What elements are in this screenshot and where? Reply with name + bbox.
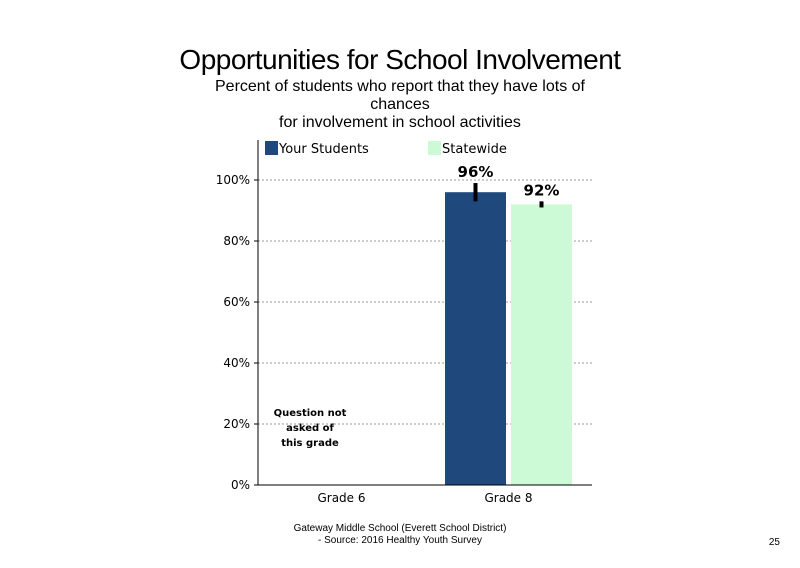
bar-statewide <box>511 204 572 485</box>
legend-swatch <box>428 141 441 155</box>
annotation-line: asked of <box>286 423 334 434</box>
chart-title: Opportunities for School Involvement <box>179 44 621 75</box>
y-tick-label: 40% <box>223 356 250 370</box>
x-category-label: Grade 6 <box>317 491 366 505</box>
x-category-label: Grade 8 <box>484 491 533 505</box>
subtitle-line-3: for involvement in school activities <box>279 114 521 131</box>
data-label: 96% <box>457 163 494 182</box>
y-tick-label: 0% <box>230 478 250 492</box>
y-tick-label: 80% <box>223 234 250 248</box>
data-label: 92% <box>523 181 560 200</box>
annotation-line: Question not <box>273 408 347 419</box>
legend-label: Your Students <box>279 142 369 157</box>
subtitle-line-2: chances <box>370 96 430 113</box>
footer-line-2: - Source: 2016 Healthy Youth Survey <box>318 535 482 546</box>
annotation-line: this grade <box>281 438 339 449</box>
footer-source <box>250 523 550 547</box>
y-tick-label: 60% <box>223 295 250 309</box>
subtitle-line-1: Percent of students who report that they have lots of <box>215 78 585 95</box>
bar-your-students <box>445 192 506 485</box>
y-tick-label: 20% <box>223 417 250 431</box>
footer-line-1: Gateway Middle School (Everett School District) <box>293 523 507 534</box>
y-tick-label: 100% <box>215 173 250 187</box>
page-number: 25 <box>768 537 780 548</box>
legend-swatch <box>265 141 278 155</box>
legend-label: Statewide <box>442 142 507 157</box>
